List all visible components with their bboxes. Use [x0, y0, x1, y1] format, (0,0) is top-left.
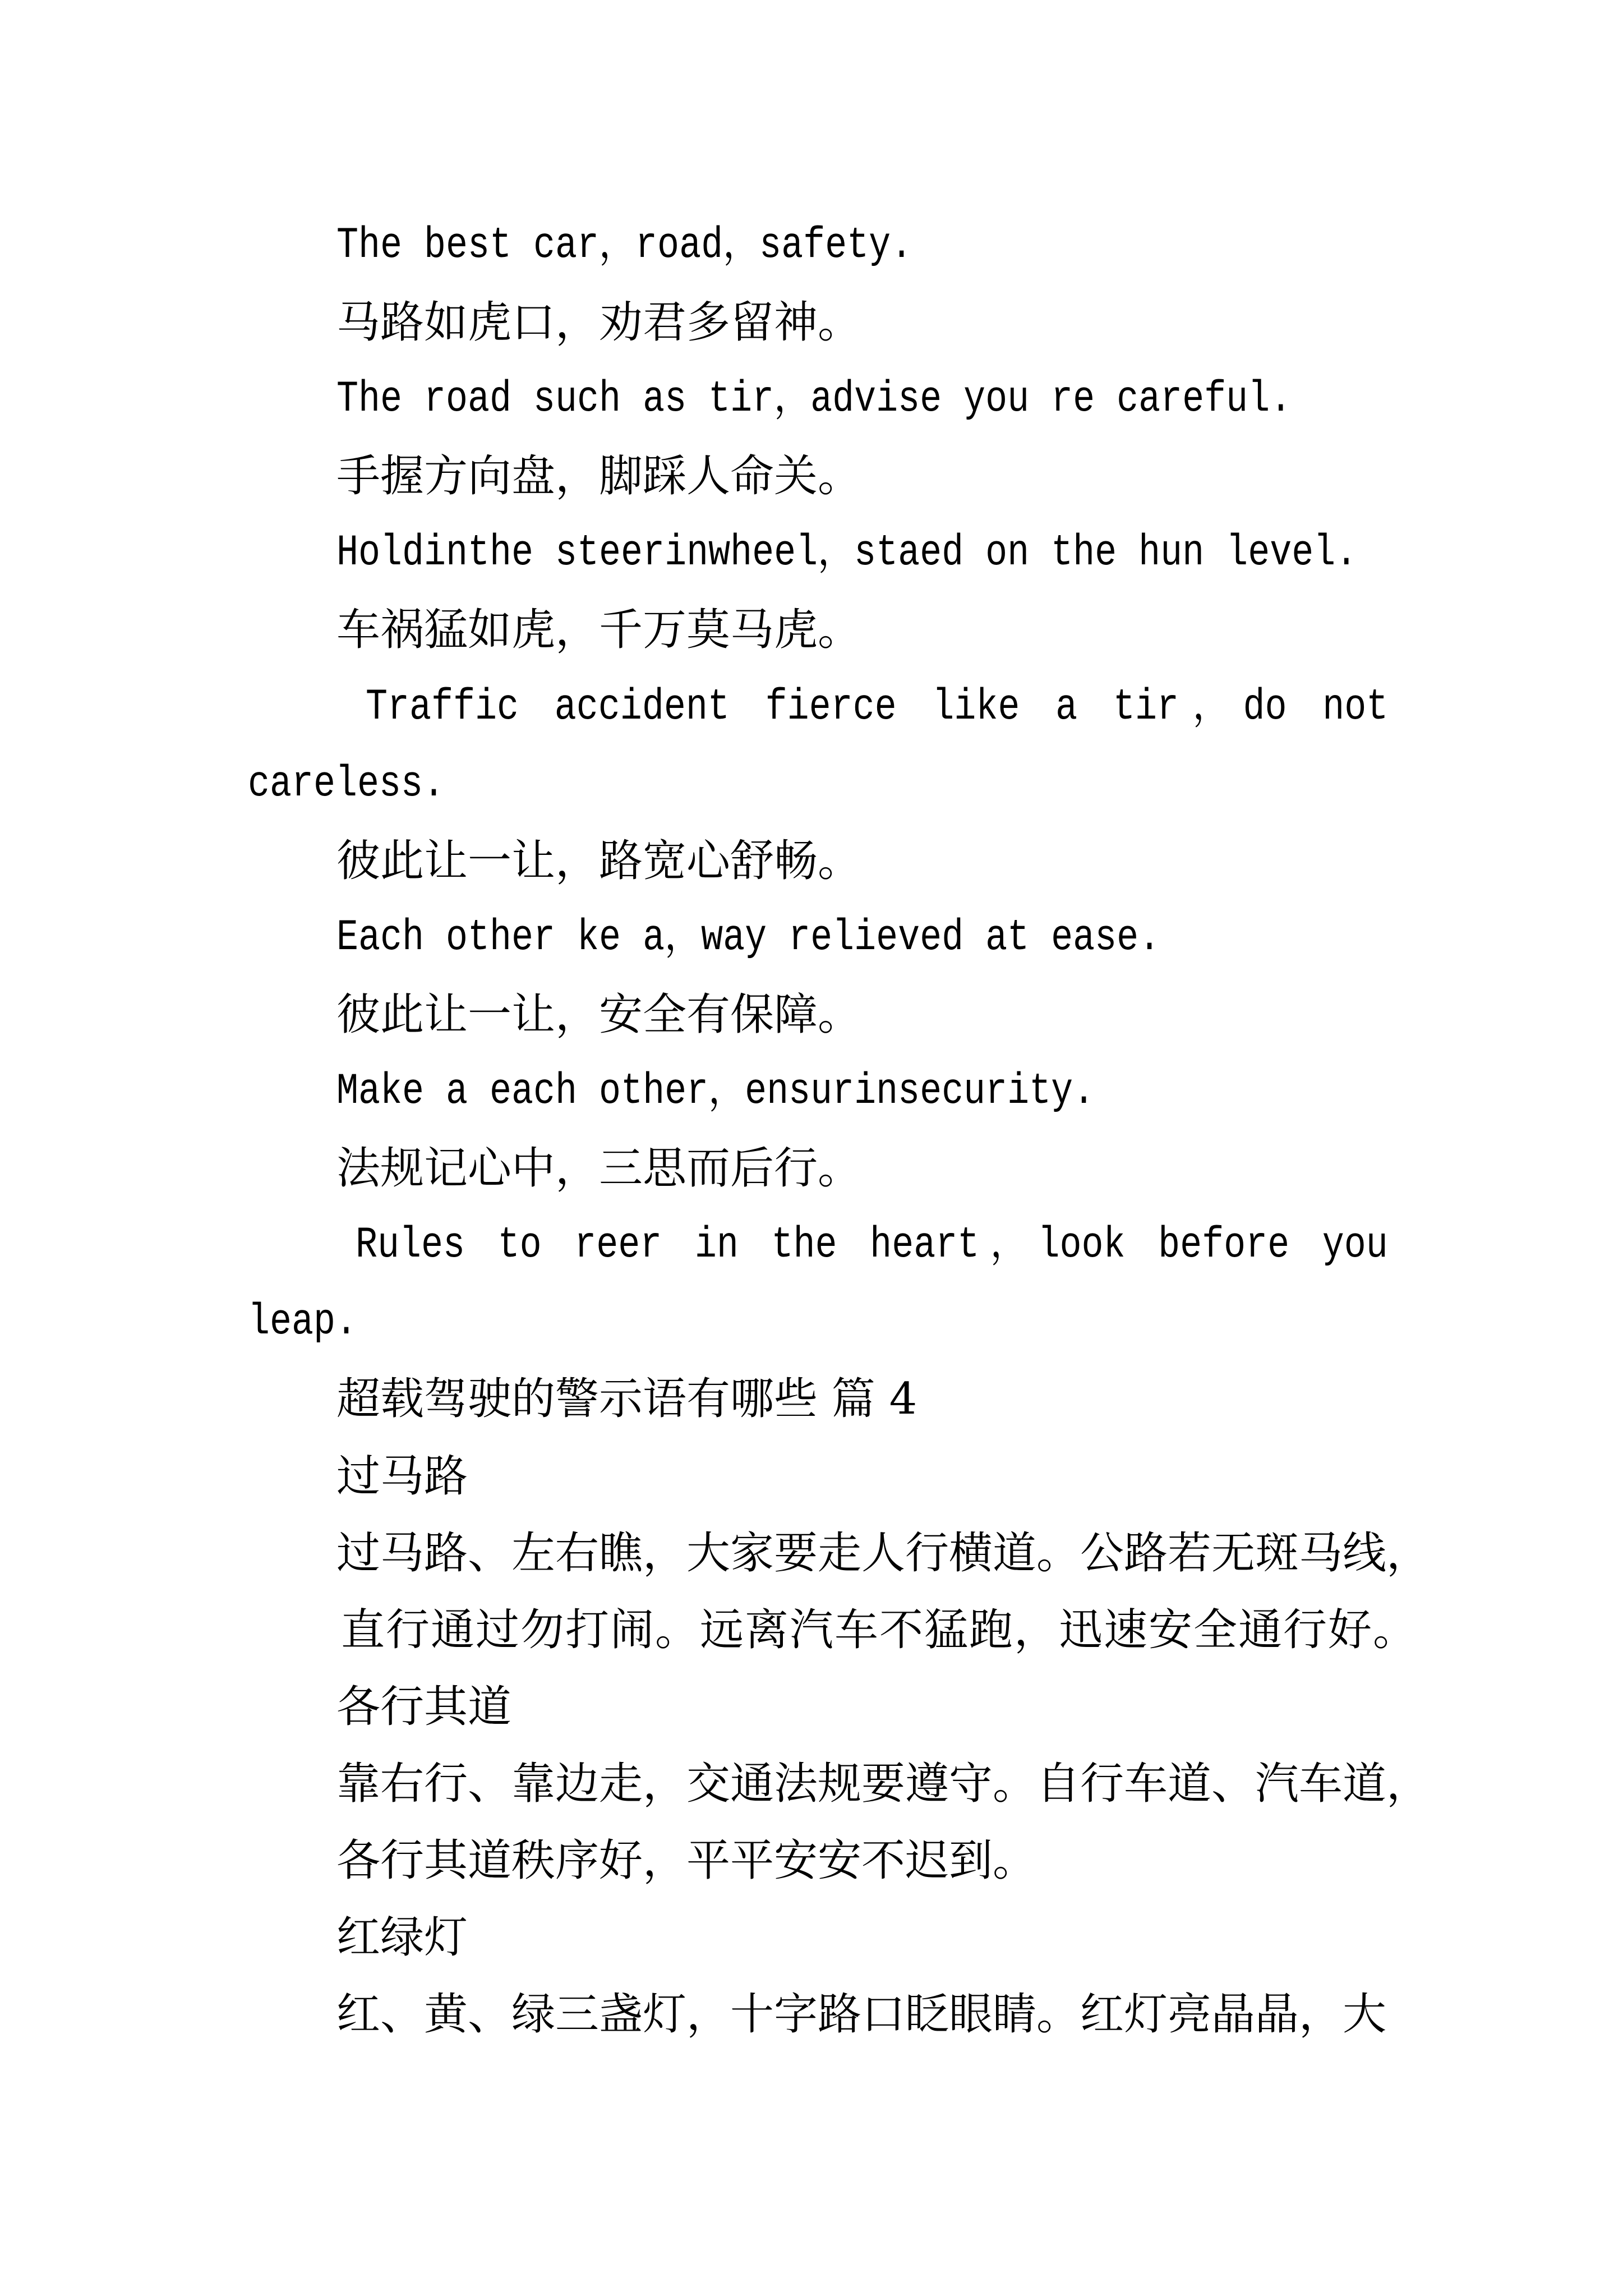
slogan-chinese-line: 彼此让一让，路宽心舒畅。 — [336, 835, 862, 886]
section-item-title: 红绿灯 — [336, 1912, 468, 1963]
slogan-chinese-line: 手握方向盘，脚踩人命关。 — [336, 451, 862, 502]
slogan-english-line — [0, 515, 1623, 592]
section-item-line: 各行其道秩序好，平平安安不迟到。 — [336, 1835, 1037, 1886]
slogan-item — [0, 438, 1623, 592]
slogan-english-line — [0, 208, 1623, 284]
section-4 — [0, 1361, 1623, 2053]
slogan-chinese-line: 彼此让一让，安全有保障。 — [336, 989, 862, 1040]
slogan-item — [0, 1130, 1623, 1361]
section-heading: 超载驾驶的警示语有哪些 篇 4 — [336, 1374, 917, 1425]
slogan-item — [0, 823, 1623, 977]
section-item — [0, 1438, 1623, 1669]
section-item-line: 红、黄、绿三盏灯，十字路口眨眼睛。红灯亮晶晶，大 — [336, 1989, 1387, 2040]
slogan-english-text: Traffic accident fierce like a tir，do not — [366, 682, 1389, 732]
slogan-english-line — [0, 900, 1623, 977]
slogan-english-text: The road such as tir，advise you re careful. — [336, 375, 1292, 425]
slogan-item — [0, 284, 1623, 438]
slogan-english-text: The best car，road，safety. — [336, 221, 913, 270]
slogan-chinese-line: 马路如虎口，劝君多留神。 — [336, 297, 862, 348]
section-item — [0, 1669, 1623, 1899]
slogan-english-text: Each other ke a，way relieved at ease. — [336, 913, 1161, 963]
slogan-item — [0, 592, 1623, 822]
slogan-list — [0, 208, 1623, 1361]
slogan-english-line — [0, 1284, 1623, 1361]
section-item-line: 过马路、左右瞧，大家要走人行横道。公路若无斑马线， — [336, 1527, 1431, 1579]
slogan-english-text: Rules to reer in the heart，look before you — [356, 1221, 1388, 1271]
section-item-title: 各行其道 — [336, 1681, 512, 1732]
slogan-english-text: careless. — [248, 759, 445, 809]
slogan-english-text: leap. — [248, 1297, 358, 1347]
slogan-english-line — [0, 746, 1623, 823]
slogan-item — [0, 208, 1623, 284]
section-item — [0, 1899, 1623, 2053]
slogan-english-line — [0, 669, 1623, 746]
slogan-english-line — [0, 361, 1623, 438]
slogan-english-line — [0, 1207, 1623, 1284]
slogan-english-text: Make a each other，ensurinsecurity. — [336, 1067, 1095, 1117]
section-item-line: 靠右行、靠边走，交通法规要遵守。自行车道、汽车道， — [336, 1758, 1431, 1809]
slogan-chinese-line: 车祸猛如虎，千万莫马虎。 — [336, 605, 862, 656]
slogan-english-text: Holdinthe steerinwheel，staed on the hun level. — [336, 528, 1358, 578]
slogan-item — [0, 977, 1623, 1130]
text-column — [0, 208, 1623, 2053]
section-item-title: 过马路 — [336, 1451, 468, 1502]
slogan-english-line — [0, 1053, 1623, 1130]
section-item-line: 直行通过勿打闹。远离汽车不猛跑，迅速安全通行好。 — [341, 1604, 1418, 1655]
slogan-chinese-line: 法规记心中，三思而后行。 — [336, 1143, 862, 1194]
